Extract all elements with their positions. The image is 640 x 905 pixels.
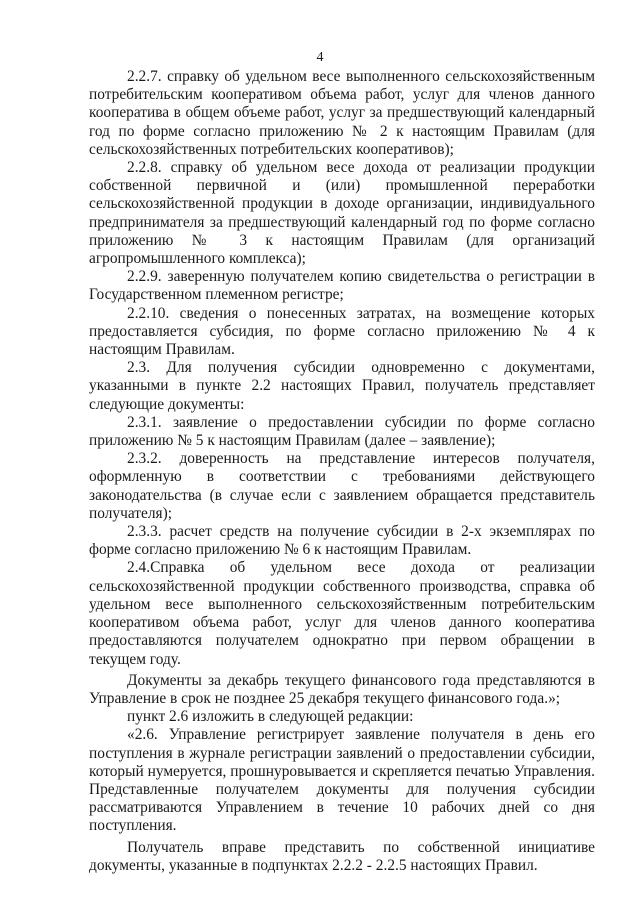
document-body	[89, 68, 595, 875]
paragraph-2-3-1: 2.3.1. заявление о предоставлении субсидии по форме согласно приложению № 5 к настоящим Правилам (далее – заявление);	[89, 413, 595, 450]
paragraph-2-6: «2.6. Управление регистрирует заявление получателя в день его поступления в журнале регистрации заявлений о предоставлении субсидии, который нумеруется, прошнуровывается и скрепляется печатью Управления. Представленные получателем документы для получения субсидии рассматриваются Управлением в течение 10 рабочих дней со дня поступления.	[89, 726, 595, 835]
paragraph-2-2-7: 2.2.7. справку об удельном весе выполненного сельскохозяйственным потребительским кооперативом объема работ, услуг для членов данного кооператива в общем объеме работ, услуг за предшествующий календарный год по форме согласно приложению № 2 к настоящим Правилам (для сельскохозяйственных потребительских кооперативов);	[89, 68, 595, 158]
paragraph-december-documents: Документы за декабрь текущего финансового года представляются в Управление в срок не позднее 25 декабря текущего финансового года.»;	[89, 671, 595, 707]
paragraph-2-3-3: 2.3.3. расчет средств на получение субсидии в 2-х экземплярах по форме согласно приложению № 6 к настоящим Правилам.	[89, 523, 595, 559]
paragraph-own-initiative: Получатель вправе представить по собственной инициативе документы, указанные в подпунктах 2.2.2 - 2.2.5 настоящих Правил.	[89, 838, 595, 874]
paragraph-2-3-2: 2.3.2. доверенность на представление интересов получателя, оформленную в соответствии с требованиями действующего законодательства (в случае если с заявлением обращается представитель получателя);	[89, 450, 595, 522]
paragraph-2-2-8: 2.2.8. справку об удельном весе дохода от реализации продукции собственной первичной и (или) промышленной переработки сельскохозяйственной продукции в доходе организации, индивидуального предпринимателя за предшествующий календарный год по форме согласно приложению № 3 к настоящим Правилам (для организаций агропромышленного комплекса);	[89, 159, 595, 268]
page-number: 4	[316, 50, 324, 65]
paragraph-2-4: 2.4.Справка об удельном весе дохода от реализации сельскохозяйственной продукции собственного производства, справка об удельном весе выполненного сельскохозяйственным потребительским кооперативом объема работ, услуг для членов данного кооператива предоставляются получателем однократно при первом обращении в текущем году.	[89, 559, 595, 668]
paragraph-2-2-9: 2.2.9. заверенную получателем копию свидетельства о регистрации в Государственном племенном регистре;	[89, 268, 595, 304]
paragraph-amendment-intro: пункт 2.6 изложить в следующей редакции:	[127, 708, 414, 726]
paragraph-2-3: 2.3. Для получения субсидии одновременно с документами, указанными в пункте 2.2 настоящих Правил, получатель представляет следующие документы:	[89, 359, 595, 413]
paragraph-2-2-10: 2.2.10. сведения о понесенных затратах, на возмещение которых предоставляется субсидия, по форме согласно приложению № 4 к настоящим Правилам.	[89, 304, 595, 359]
